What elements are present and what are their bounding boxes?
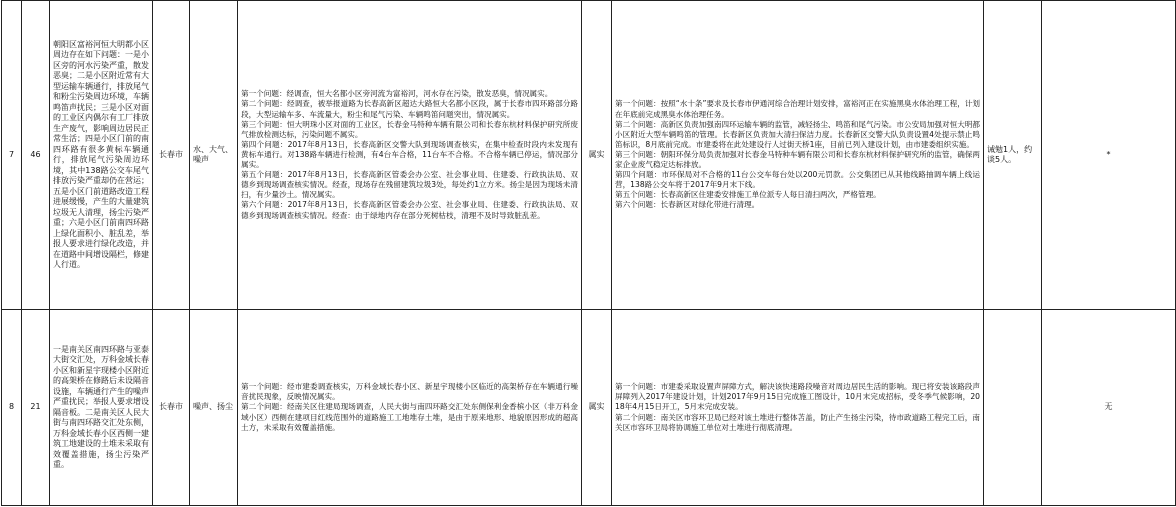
pollution-type-cell: 水、大气、噪声 bbox=[190, 1, 238, 310]
accountability-cell: 诫勉1人，约谈5人。 bbox=[984, 1, 1042, 310]
seq-cell: 8 bbox=[2, 310, 22, 506]
investigation-cell: 第一个问题：经调查，恒大名都小区旁河流为富裕河，河水存在污染，散发恶臭，情况属实。 第二个问题：经调查，被举报道路为长春高新区超达大路恒大名都小区段，属于长春市四环路部分路段，大型运输车多、车流量大，粉尘和尾气污染、车辆鸣笛问题突出，情况属实。 第三个问题：恒大明珠小区对面的工业区，长春金马特种车辆有限公司和长春东杭材料保护研究所废气排放检测达标，污染问题不属实。 第四个问题：2017年8月13日，长春高新区交警大队到现场调查核实，在集中检查时段内未发现有黄标车通行。对138路车辆进行检测，有4台车合格，11台车不合格。不合格车辆已停运，情况部分属实。 第五个问题：2017年8月13日，长春高新区管委会办公室、社会事业局、住建委、行政执法局、双德乡到现场调查核实情况。经查，现场存在残留建筑垃圾3处，每处约1立方米。扬尘是因为现场未清扫，有少量沙土。情况属实。 第六个问题：2017年8月13日，长春高新区管委会办公室、社会事业局、住建委、行政执法局、双德乡到现场调查核实情况。经查：由于绿地内存在部分死树枯枝，清理不及时导致脏乱差。 bbox=[238, 1, 582, 310]
complaint-cell: 朝阳区富裕河恒大明都小区周边存在如下问题：一是小区旁的河水污染严重，散发恶臭；二是小区附近常有大型运输车辆通行，排放尾气和粉尘污染周边环境，车辆鸣笛声扰民；三是小区对面的工业区内偶尔有工厂排放生产废气，影响周边居民正常生活；四是小区门前的南四环路有很多黄标车辆通行，排放尾气污染周边环境，其中138路公交车尾气排放污染严重却仍在营运；五是小区门前道路改造工程进展缓慢，产生的大量建筑垃圾无人清理，扬尘污染严重；六是小区门前南四环路上绿化面积小、脏乱差，举报人要求进行绿化改造，并在道路中间增设隔栏，修建人行道。 bbox=[50, 1, 153, 310]
area-cell: 长春市 bbox=[153, 1, 190, 310]
verdict-cell: 属实 bbox=[582, 1, 612, 310]
investigation-cell: 第一个问题：经市建委调查核实，万科金域长春小区、新星宇现楼小区临近的高架桥存在车辆通行噪音扰民现象，反映情况属实。 第二个问题：经南关区住建局现场调查，人民大街与南四环路交汇处东侧保利金香槟小区（非万科金域小区）西侧在建项目红线范围外的道路施工工地堆存土堆，是由于原来地形、地貌原因形成的超高土方，未采取有效覆盖措施。 bbox=[238, 310, 582, 506]
case-no-cell: 46 bbox=[22, 1, 50, 310]
case-table bbox=[1, 0, 1176, 506]
table-row bbox=[2, 1, 1176, 310]
handling-cell: 第一个问题：按照“水十条”要求及长春市伊通河综合治理计划安排，富裕河正在实施黑臭水体治理工程，计划在年底前完成黑臭水体治理任务。 第二个问题：高新区负责加强南四环运输车辆的监管，减轻扬尘、鸣笛和尾气污染。市公安局加强对恒大明都小区附近大型车辆鸣笛的管理。长春新区负责加大清扫保洁力度。长春新区交警大队负责设置4处提示禁止鸣笛标识，8月底前完成。市建委将在此处建设行人过街天桥1座，目前已列入建设计划，由市建委组织实施。 第三个问题：朝阳环保分局负责加强对长春金马特种车辆有限公司和长春东杭材料保护研究所的监管，确保两家企业废气稳定达标排放。 第四个问题：市环保局对不合格的11台公交车每台处以200元罚款。公交集团已从其他线路抽调车辆上线运营，138路公交车将于2017年9月末下线。 第五个问题：长春高新区住建委安排施工单位派专人每日清扫两次，严格管理。 第六个问题：长春新区对绿化带进行清理。 bbox=[612, 1, 984, 310]
table-row bbox=[2, 310, 1176, 506]
handling-cell: 第一个问题：市建委采取设置声屏障方式，解决该快速路段噪音对周边居民生活的影响。现已将安装该路段声屏障列入2017年建设计划，计划2017年9月15日完成施工图设计，10月末完成招标，受冬季气候影响，2018年4月15日开工，5月末完成安装。 第二个问题：南关区市容环卫局已经对该土堆进行整体苫盖，防止产生扬尘污染，待市政道路工程完工后，南关区市容环卫局将协调施工单位对土堆进行彻底清理。 bbox=[612, 310, 984, 506]
remark-cell: 无 bbox=[1042, 310, 1176, 506]
complaint-cell: 一是南关区南四环路与亚泰大街交汇处，万科金域长春小区和新星宇现楼小区附近的高架桥在修路后未设隔音设施，车辆通行产生的噪声严重扰民；举报人要求增设隔音板。二是南关区人民大街与南四环路交汇处东侧，万科金域长春小区西侧一建筑工地建设的土堆未采取有效覆盖措施，扬尘污染严重。 bbox=[50, 310, 153, 506]
case-no-cell: 21 bbox=[22, 310, 50, 506]
seq-cell: 7 bbox=[2, 1, 22, 310]
accountability-cell bbox=[984, 310, 1042, 506]
pollution-type-cell: 噪声、扬尘 bbox=[190, 310, 238, 506]
remark-cell: * bbox=[1042, 1, 1176, 310]
verdict-cell: 属实 bbox=[582, 310, 612, 506]
area-cell: 长春市 bbox=[153, 310, 190, 506]
